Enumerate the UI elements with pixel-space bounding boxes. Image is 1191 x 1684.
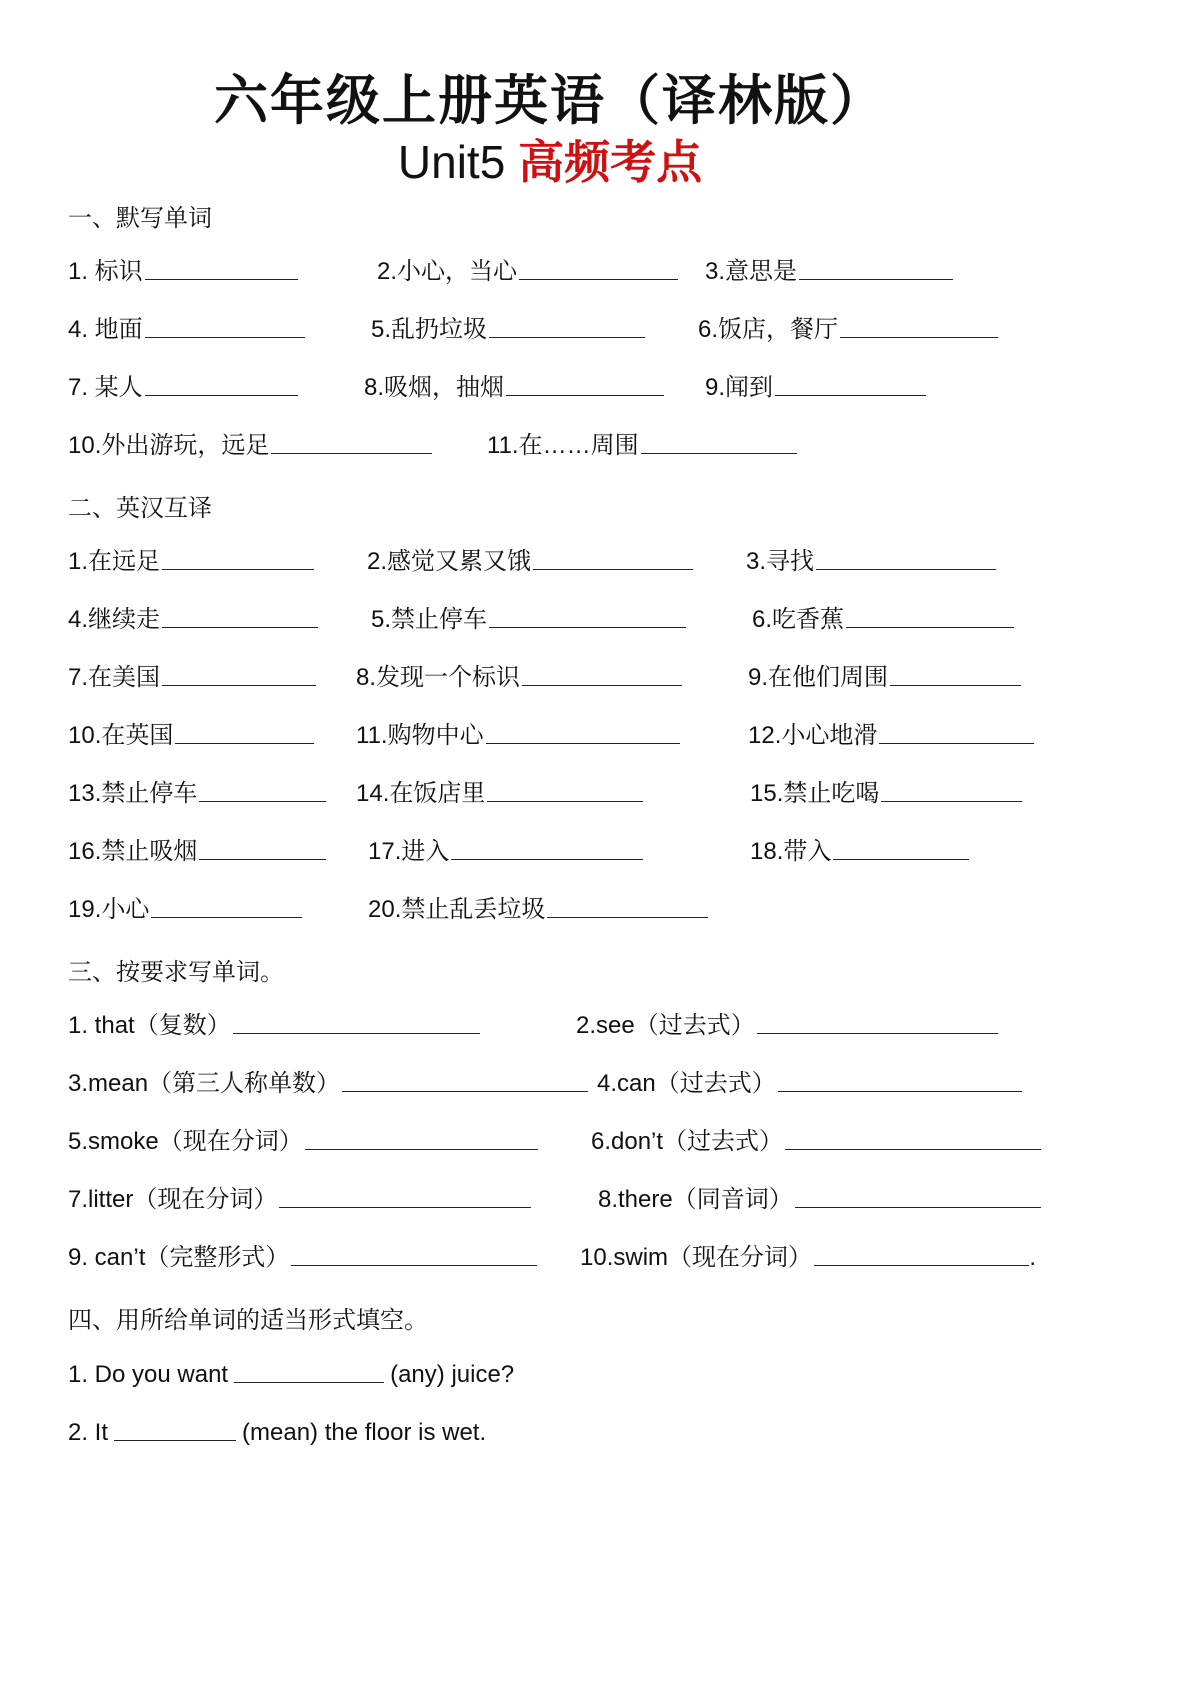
question-label: 6.don’t（过去式） [591,1128,784,1155]
answer-blank[interactable] [279,1207,531,1208]
question-item [752,604,1014,634]
question-item [598,1184,1041,1214]
question-item [364,372,664,402]
answer-blank[interactable] [145,337,305,338]
answer-blank[interactable] [890,685,1021,686]
question-label: 9. can’t（完整形式） [68,1244,290,1271]
sentence-after: (mean) the floor is wet. [242,1419,487,1446]
question-label: 17.进入 [368,838,450,865]
page-title: 六年级上册英语（译林版） [214,71,886,131]
question-label: 1.在远足 [68,548,161,575]
answer-blank[interactable] [641,453,797,454]
question-item [368,894,708,924]
question-item [746,546,996,576]
question-item [580,1242,1036,1272]
sentence-after: (any) juice? [390,1361,515,1388]
question-item [68,604,318,634]
answer-blank[interactable] [533,569,693,570]
answer-blank[interactable] [519,279,678,280]
answer-blank[interactable] [145,279,298,280]
page-subtitle [0,126,1100,192]
question-label: 3.意思是 [705,258,798,285]
question-item [705,372,926,402]
question-item [748,720,1034,750]
answer-blank[interactable] [785,1149,1041,1150]
question-label: 20.禁止乱丢垃圾 [368,896,546,923]
question-item [68,836,326,866]
question-label: 19.小心 [68,896,150,923]
question-item [356,720,680,750]
section-heading: 四、用所给单词的适当形式填空。 [68,1307,428,1334]
question-item [68,894,302,924]
question-item [68,1126,538,1156]
question-item [68,1184,531,1214]
answer-blank[interactable] [879,743,1034,744]
answer-blank[interactable] [881,801,1022,802]
answer-blank[interactable] [342,1091,588,1092]
question-item [750,778,1022,808]
subtitle-highlight: 高频考点 [518,136,703,188]
answer-blank[interactable] [489,627,686,628]
answer-blank[interactable] [271,453,432,454]
question-label: 11.在……周围 [487,432,639,459]
answer-blank[interactable] [522,685,682,686]
answer-blank[interactable] [175,743,314,744]
period: . [1029,1244,1036,1271]
question-item [748,662,1021,692]
question-item [698,314,998,344]
question-label: 9.在他们周围 [748,664,889,691]
answer-blank[interactable] [799,279,953,280]
question-label: 9.闻到 [705,374,774,401]
answer-blank[interactable] [162,627,318,628]
fill-sentence [68,1359,514,1389]
answer-blank[interactable] [451,859,643,860]
answer-blank[interactable] [833,859,969,860]
answer-blank[interactable] [114,1440,236,1441]
question-label: 8.there（同音词） [598,1186,793,1213]
answer-blank[interactable] [233,1033,480,1034]
question-item [591,1126,1041,1156]
question-label: 3.mean（第三人称单数） [68,1070,341,1097]
answer-blank[interactable] [778,1091,1022,1092]
question-label: 4. 地面 [68,316,143,343]
question-label: 5.禁止停车 [371,606,488,633]
question-item [68,1068,588,1098]
question-item [371,604,686,634]
question-label: 6.饭店，餐厅 [698,316,839,343]
answer-blank[interactable] [814,1265,1029,1266]
answer-blank[interactable] [305,1149,538,1150]
question-item [356,778,643,808]
sentence-before: 2. It [68,1419,109,1446]
question-item [367,546,693,576]
answer-blank[interactable] [816,569,996,570]
answer-blank[interactable] [162,685,316,686]
question-item [576,1010,998,1040]
question-label: 4.can（过去式） [597,1070,776,1097]
answer-blank[interactable] [486,743,680,744]
question-label: 15.禁止吃喝 [750,780,880,807]
question-label: 10.在英国 [68,722,174,749]
question-item [750,836,969,866]
question-label: 8.发现一个标识 [356,664,521,691]
answer-blank[interactable] [547,917,708,918]
question-label: 2.see（过去式） [576,1012,755,1039]
question-item [377,256,678,286]
question-item [705,256,953,286]
question-label: 2.感觉又累又饿 [367,548,532,575]
question-label: 5.乱扔垃圾 [371,316,488,343]
question-item [356,662,682,692]
question-label: 14.在饭店里 [356,780,486,807]
answer-blank[interactable] [487,801,643,802]
section-heading: 三、按要求写单词。 [68,959,284,986]
answer-blank[interactable] [199,801,326,802]
answer-blank[interactable] [846,627,1014,628]
question-item [68,546,314,576]
question-label: 7. 某人 [68,374,143,401]
question-item [68,662,316,692]
answer-blank[interactable] [145,395,298,396]
question-label: 13.禁止停车 [68,780,198,807]
answer-blank[interactable] [506,395,664,396]
question-item [68,372,298,402]
question-label: 6.吃香蕉 [752,606,845,633]
answer-blank[interactable] [291,1265,537,1266]
question-label: 7.litter（现在分词） [68,1186,278,1213]
question-item [368,836,643,866]
question-item [371,314,645,344]
answer-blank[interactable] [162,569,314,570]
answer-blank[interactable] [757,1033,998,1034]
answer-blank[interactable] [199,859,326,860]
answer-blank[interactable] [489,337,645,338]
answer-blank[interactable] [151,917,302,918]
question-item [68,1010,480,1040]
section-heading: 一、默写单词 [68,205,212,232]
question-label: 8.吸烟，抽烟 [364,374,505,401]
question-label: 5.smoke（现在分词） [68,1128,303,1155]
question-item [68,314,305,344]
question-item [68,256,298,286]
question-label: 7.在美国 [68,664,161,691]
question-item [68,720,314,750]
question-label: 12.小心地滑 [748,722,878,749]
question-label: 1. 标识 [68,258,143,285]
question-label: 4.继续走 [68,606,161,633]
question-label: 18.带入 [750,838,832,865]
question-item [68,430,432,460]
question-label: 2.小心，当心 [377,258,518,285]
question-item [487,430,797,460]
answer-blank[interactable] [234,1382,384,1383]
question-label: 16.禁止吸烟 [68,838,198,865]
answer-blank[interactable] [775,395,926,396]
question-label: 10.swim（现在分词） [580,1244,813,1271]
fill-sentence [68,1417,486,1447]
question-item [68,1242,537,1272]
sentence-before: 1. Do you want [68,1361,229,1388]
question-label: 3.寻找 [746,548,815,575]
question-label: 10.外出游玩，远足 [68,432,270,459]
question-item [68,778,326,808]
answer-blank[interactable] [795,1207,1041,1208]
question-item [597,1068,1022,1098]
question-label: 11.购物中心 [356,722,484,749]
question-label: 1. that（复数） [68,1012,231,1039]
answer-blank[interactable] [840,337,998,338]
unit-label: Unit5 [397,136,506,188]
section-heading: 二、英汉互译 [68,495,212,522]
